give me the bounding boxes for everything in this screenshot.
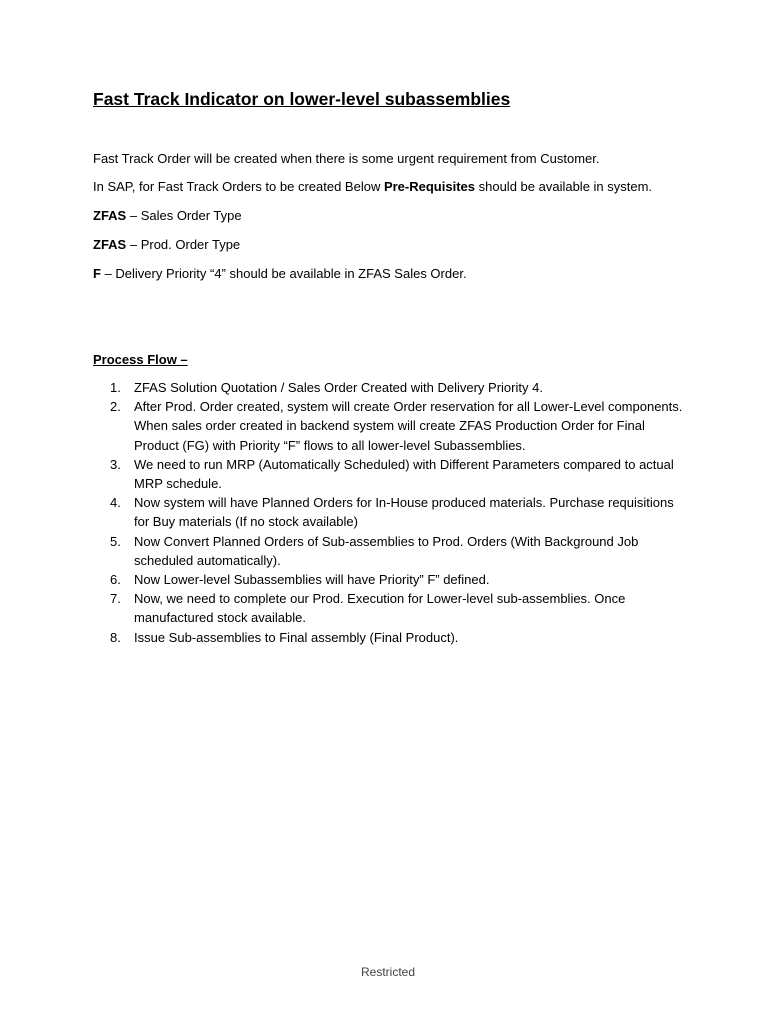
step-text: Now system will have Planned Orders for In-House produced materials. Purchase requisitions for Buy materials (If no stock available) <box>134 495 674 530</box>
step-text: Now Lower-level Subassemblies will have Priority” F” defined. <box>134 572 490 588</box>
sap-text-bold: Pre-Requisites <box>383 179 475 194</box>
list-item <box>93 532 683 570</box>
step-subtext: When sales order created in backend system will create ZFAS Production Order for Final Product (FG) with Priority “F” flows to all lower-level Subassemblies. <box>134 418 645 453</box>
requisite-item <box>93 264 683 283</box>
step-number: 4. <box>110 495 121 511</box>
requisite-key: ZFAS <box>93 237 127 252</box>
list-item <box>93 628 683 647</box>
requisite-text: – Sales Order Type <box>126 208 242 223</box>
step-text: Now, we need to complete our Prod. Execution for Lower-level sub-assemblies. Once manufactured stock available. <box>134 591 626 626</box>
footer-classification-label: Restricted <box>361 965 416 979</box>
step-number: 3. <box>110 456 121 472</box>
requisite-text: – Prod. Order Type <box>126 237 241 252</box>
step-number: 5. <box>110 533 121 549</box>
list-item <box>93 455 683 493</box>
list-item <box>93 570 683 589</box>
requisite-key: ZFAS <box>93 208 127 223</box>
step-number: 6. <box>110 572 121 588</box>
list-item <box>93 589 683 627</box>
step-text: Now Convert Planned Orders of Sub-assemblies to Prod. Orders (With Background Job scheduled automatically). <box>134 533 639 568</box>
list-item <box>93 493 683 531</box>
step-text: We need to run MRP (Automatically Scheduled) with Different Parameters compared to actual MRP schedule. <box>134 456 674 492</box>
requisite-item <box>93 206 683 225</box>
document-body <box>93 88 683 647</box>
requisite-key: F <box>93 266 101 281</box>
requisite-text: – Delivery Priority “4” should be available in ZFAS Sales Order. <box>100 266 467 281</box>
step-number: 1. <box>110 380 121 395</box>
step-number: 7. <box>110 591 121 607</box>
step-text: Issue Sub-assemblies to Final assembly (Final Product). <box>134 629 459 645</box>
requisite-item <box>93 235 683 254</box>
process-flow-heading: Process Flow – <box>93 352 188 367</box>
step-text: After Prod. Order created, system will create Order reservation for all Lower-Level components. <box>134 399 683 415</box>
step-text: ZFAS Solution Quotation / Sales Order Created with Delivery Priority 4. <box>134 380 543 395</box>
step-number: 2. <box>110 399 121 415</box>
document-title: Fast Track Indicator on lower-level subassemblies <box>93 89 511 109</box>
list-item <box>93 397 683 455</box>
sap-text-suffix: should be available in system. <box>475 179 653 194</box>
intro-paragraph: Fast Track Order will be created when there is some urgent requirement from Customer. <box>93 151 600 166</box>
sap-paragraph <box>93 177 683 196</box>
sap-text-prefix: In SAP, for Fast Track Orders to be created Below <box>93 179 384 194</box>
list-item <box>93 378 683 397</box>
step-number: 8. <box>110 629 121 645</box>
process-steps-list <box>93 378 683 647</box>
